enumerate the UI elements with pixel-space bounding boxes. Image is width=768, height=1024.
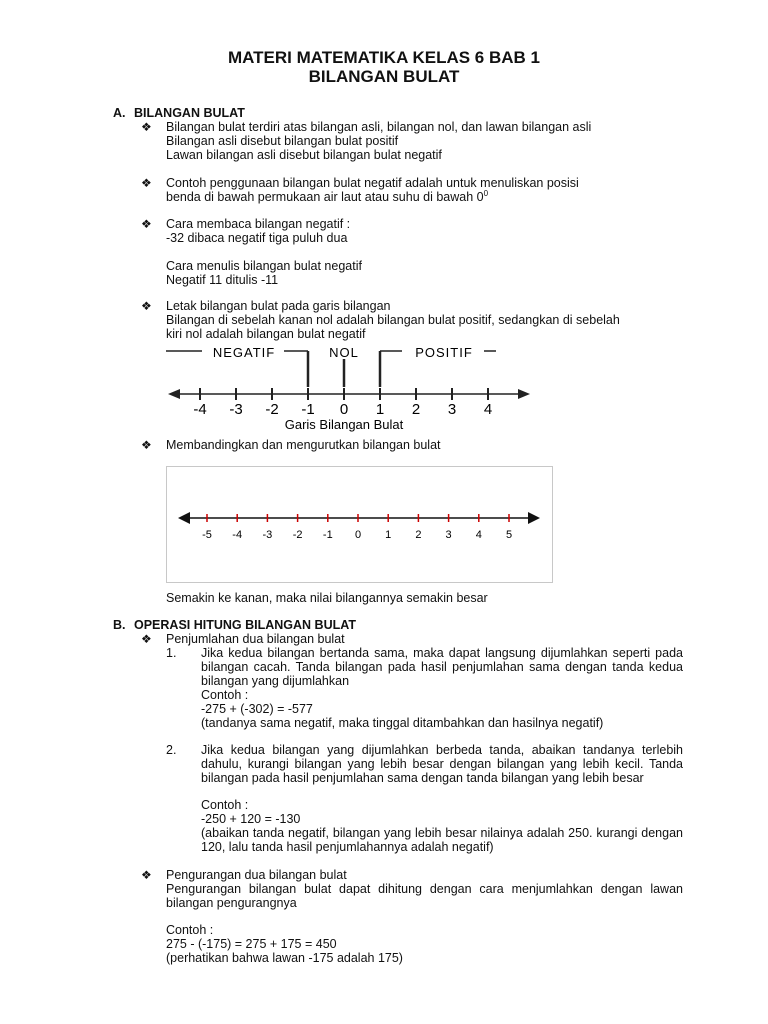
section-b-heading: OPERASI HITUNG BILANGAN BULAT xyxy=(134,618,356,632)
text-line: Cara menulis bilangan bulat negatif xyxy=(166,259,362,273)
section-a-heading: BILANGAN BULAT xyxy=(134,106,245,120)
tick-label: 2 xyxy=(415,529,422,541)
tick-label: 3 xyxy=(445,529,452,541)
tick-label: -1 xyxy=(322,529,333,541)
text-line: Contoh : xyxy=(201,798,249,812)
text-line: Negatif 11 ditulis -11 xyxy=(166,273,279,287)
nol-label: NOL xyxy=(329,345,359,360)
equation: 275 - (-175) = 275 + 175 = 450 xyxy=(166,937,337,951)
text-line: Letak bilangan bulat pada garis bilangan xyxy=(166,299,391,313)
bullet-icon: ❖ xyxy=(141,217,152,231)
equation: -250 + 120 = -130 xyxy=(201,812,301,826)
bullet-icon: ❖ xyxy=(141,438,152,452)
text-line: Semakin ke kanan, maka nilai bilangannya semakin besar xyxy=(166,591,488,605)
tick-label: 3 xyxy=(447,401,457,418)
text-line: (tandanya sama negatif, maka tinggal ditambahkan dan hasilnya negatif) xyxy=(201,716,604,730)
page-title: MATERI MATEMATIKA KELAS 6 BAB 1 xyxy=(228,48,540,67)
tick-label: 0 xyxy=(339,401,349,418)
text-line: Bilangan bulat terdiri atas bilangan asli, bilangan nol, dan lawan bilangan asli xyxy=(166,120,592,134)
tick-label: -5 xyxy=(202,529,212,541)
section-b-letter: B. xyxy=(113,618,126,632)
tick-label: -2 xyxy=(292,529,303,541)
tick-label: 5 xyxy=(505,529,513,541)
tick-label: -4 xyxy=(193,401,207,418)
number-line-figure xyxy=(166,345,536,435)
bullet-icon: ❖ xyxy=(141,176,152,190)
tick-label: 0 xyxy=(354,529,362,541)
text-line: Membandingkan dan mengurutkan bilangan bulat xyxy=(166,438,441,452)
list-number: 1. xyxy=(166,646,177,660)
section-a-letter: A. xyxy=(113,106,126,120)
bullet-icon: ❖ xyxy=(141,868,152,882)
tick-label: 1 xyxy=(375,401,385,418)
tick-label: 2 xyxy=(411,401,421,418)
number-line-caption: Garis Bilangan Bulat xyxy=(284,417,404,432)
text-line: Bilangan di sebelah kanan nol adalah bilangan bulat positif, sedangkan di sebelah xyxy=(166,313,620,327)
list-number: 2. xyxy=(166,743,177,757)
paragraph: (abaikan tanda negatif, bilangan yang lebih besar nilainya adalah 250. kurangi dengan 120, lalu tanda hasil penjumlahannya adalah negatif) xyxy=(201,826,683,854)
tick-label: 4 xyxy=(475,529,482,541)
equation: -275 + (-302) = -577 xyxy=(201,702,313,716)
left-arrow-icon xyxy=(168,389,180,399)
text-line: Contoh penggunaan bilangan bulat negatif adalah untuk menuliskan posisi xyxy=(166,176,579,190)
paragraph: Pengurangan bilangan bulat dapat dihitung dengan cara menjumlahkan dengan lawan bilangan pengurangnya xyxy=(166,882,683,910)
text-line: Bilangan asli disebut bilangan bulat positif xyxy=(166,134,399,148)
tick-label: -1 xyxy=(301,401,315,418)
tick-label: 4 xyxy=(483,401,493,418)
page-subtitle: BILANGAN BULAT xyxy=(308,67,460,86)
text-line: Lawan bilangan asli disebut bilangan bulat negatif xyxy=(166,148,442,162)
tick-label: -2 xyxy=(265,401,279,418)
degree-superscript: 0 xyxy=(483,188,489,198)
tick-label: 1 xyxy=(385,529,392,541)
tick-label: -3 xyxy=(229,401,243,418)
bullet-icon: ❖ xyxy=(141,120,152,134)
text-line: (perhatikan bahwa lawan -175 adalah 175) xyxy=(166,951,403,965)
tick-label: -4 xyxy=(232,529,243,541)
text-line: Penjumlahan dua bilangan bulat xyxy=(166,632,345,646)
text-line: Contoh : xyxy=(201,688,249,702)
bullet-icon: ❖ xyxy=(141,299,152,313)
negatif-label: NEGATIF xyxy=(212,345,276,360)
text-line: -32 dibaca negatif tiga puluh dua xyxy=(166,231,348,245)
bullet-icon: ❖ xyxy=(141,632,152,646)
right-arrow-icon xyxy=(518,389,530,399)
text-line: Pengurangan dua bilangan bulat xyxy=(166,868,347,882)
text-line: Cara membaca bilangan negatif : xyxy=(166,217,351,231)
positif-label: POSITIF xyxy=(415,345,473,360)
text-line: Contoh : xyxy=(166,923,214,937)
text-line: benda di bawah permukaan air laut atau suhu di bawah $0^0$ xyxy=(166,188,489,204)
comparison-number-line xyxy=(166,466,553,583)
paragraph: Jika kedua bilangan bertanda sama, maka dapat langsung dijumlahkan seperti pada bilangan cacah. Tanda bilangan pada hasil penjumlahan sama dengan tanda kedua bilangan yang dijumlahkan xyxy=(201,646,683,688)
text-line: kiri nol adalah bilangan bulat negatif xyxy=(166,327,366,341)
paragraph: Jika kedua bilangan yang dijumlahkan berbeda tanda, abaikan tandanya terlebih dahulu, kurangi bilangan yang lebih besar dengan bilangan yang lebih kecil. Tanda bilangan pada hasil penjumlahan sama dengan tanda bilangan yang lebih besar xyxy=(201,743,683,785)
tick-label: -3 xyxy=(262,529,273,541)
